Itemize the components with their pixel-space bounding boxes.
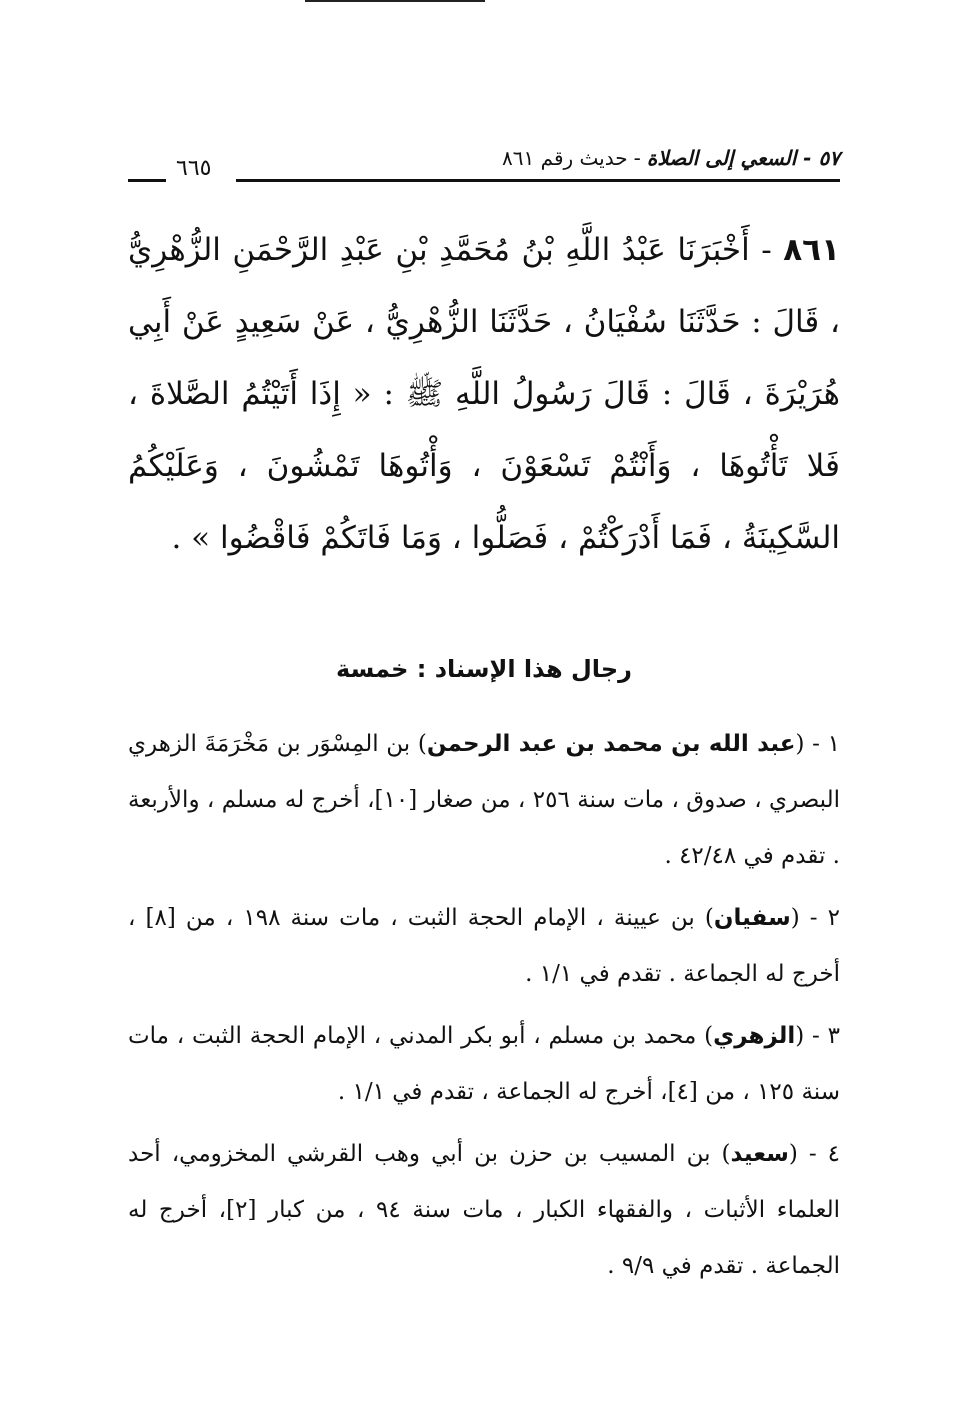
narrator-prefix: ٤ - ( (788, 1141, 840, 1167)
narrator-prefix: ٢ - ( (790, 905, 840, 931)
narrator-details: ) بن المسيب بن حزن بن أبي وهب القرشي المخزومي، أحد العلماء الأثبات ، والفقهاء الكبار ، مات سنة ٩٤ ، من كبار [٢]، أخرج له الجماعة . تقدم في ٩/٩ . (128, 1141, 840, 1279)
hadith-number: ٨٦١ (783, 232, 840, 268)
header-rule-short (128, 179, 166, 182)
header-rule (236, 179, 840, 182)
narrator-entry (128, 716, 840, 884)
hadith-text: - أَخْبَرَنَا عَبْدُ اللَّهِ بْنُ مُحَمَّدِ بْنِ عَبْدِ الرَّحْمَنِ الزُّهْرِيُّ ، قَالَ : حَدَّثَنَا سُفْيَانُ ، حَدَّثَنَا الزُّهْرِيُّ ، عَنْ سَعِيدٍ عَنْ أَبِي هُرَيْرَةَ ، قَالَ : قَالَ رَسُولُ اللَّهِ ﷺ : « إِذَا أَتَيْتُمُ الصَّلاةَ ، فَلا تَأْتُوهَا ، وَأَنْتُمْ تَسْعَوْنَ ، وَأْتُوهَا تَمْشُونَ ، وَعَلَيْكُمُ السَّكِينَةُ ، فَمَا أَدْرَكْتُمْ ، فَصَلُّوا ، وَمَا فَاتَكُمْ فَاقْضُوا » . (128, 232, 840, 556)
hadith-text-block (128, 214, 840, 574)
narrator-name: سفيان (713, 905, 791, 931)
top-rule (305, 0, 485, 2)
title-separator: - (633, 146, 641, 170)
narrator-name: الزهري (713, 1023, 796, 1049)
hadith-reference: حديث رقم ٨٦١ (502, 146, 628, 170)
narrator-list (128, 716, 840, 1300)
narrator-details: ) بن المِسْوَر بن مَخْرَمَةَ الزهري البصري ، صدوق ، مات سنة ٢٥٦ ، من صغار [١٠]، أخرج له مسلم ، والأربعة . تقدم في ٤٢/٤٨ . (128, 731, 840, 869)
narrator-entry (128, 890, 840, 1002)
narrator-name: سعيد (730, 1141, 789, 1167)
page-number: ٦٦٥ (176, 156, 212, 181)
narrator-prefix: ٣ - ( (795, 1023, 841, 1049)
narrator-details: ) بن عيينة ، الإمام الحجة الثبت ، مات سنة ١٩٨ ، من [٨] ، أخرج له الجماعة . تقدم في ١/١ . (128, 905, 840, 987)
narrator-name: عبد الله بن محمد بن عبد الرحمن (426, 731, 796, 757)
running-title (502, 146, 840, 170)
section-heading: رجال هذا الإسناد : خمسة (336, 655, 632, 683)
narrator-prefix: ١ - ( (795, 731, 840, 757)
chapter-title: ٥٧ - السعي إلى الصلاة (646, 146, 840, 170)
narrator-entry (128, 1008, 840, 1120)
page-header (128, 146, 840, 194)
narrator-entry (128, 1126, 840, 1294)
narrator-details: ) محمد بن مسلم ، أبو بكر المدني ، الإمام الحجة الثبت ، مات سنة ١٢٥ ، من [٤]، أخرج له الجماعة ، تقدم في ١/١ . (128, 1023, 840, 1105)
